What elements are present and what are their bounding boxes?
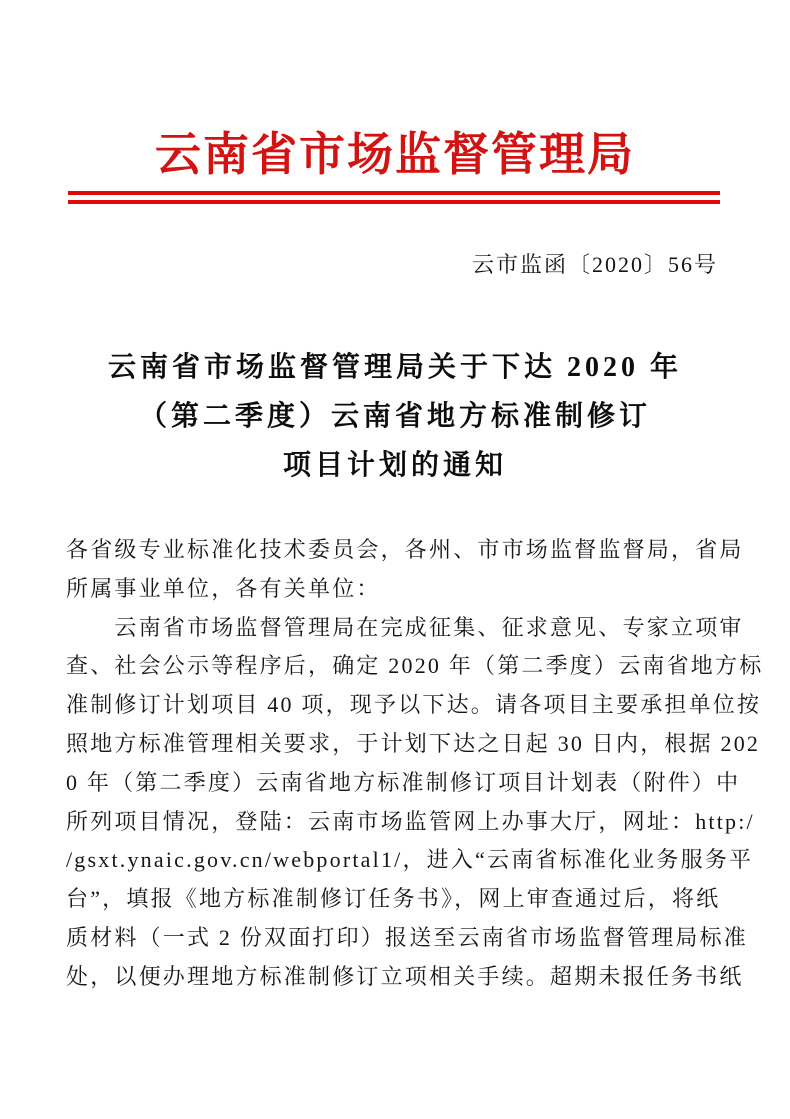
body-line: 0 年（第二季度）云南省地方标准制修订项目计划表（附件）中	[66, 769, 741, 795]
red-double-rule	[68, 191, 720, 204]
body-line: 质材料（一式 2 份双面打印）报送至云南省市场监督管理局标准	[66, 924, 749, 950]
body-line: 处，以便办理地方标准制修订立项相关手续。超期未报任务书纸	[66, 963, 744, 989]
body-line: 所列项目情况，登陆：云南市场监管网上办事大厅，网址：http:/	[66, 808, 755, 834]
body-line: 各省级专业标准化技术委员会，各州、市市场监督监督局，省局	[66, 537, 744, 562]
body-line: 云南省市场监督管理局在完成征集、征求意见、专家立项审	[114, 614, 744, 640]
notice-title-line-3: 项目计划的通知	[282, 450, 507, 481]
body-line: 查、社会公示等程序后，确定 2020 年（第二季度）云南省地方标	[66, 653, 764, 679]
document-number: 云市监函〔2020〕56号	[471, 252, 718, 277]
body-line: 台”，填报《地方标准制修订任务书》，网上审查通过后，将纸	[66, 886, 721, 912]
agency-letterhead-title: 云南省市场监督管理局	[155, 129, 635, 180]
body-line: 照地方标准管理相关要求，于计划下达之日起 30 日内，根据 202	[66, 730, 761, 756]
notice-title	[0, 343, 790, 490]
body-line: /gsxt.ynaic.gov.cn/webportal1/，进入“云南省标准化业务服务平	[66, 847, 754, 873]
body-line: 准制修订计划项目 40 项，现予以下达。请各项目主要承担单位按	[66, 692, 762, 718]
body-line: 所属事业单位，各有关单位：	[66, 575, 381, 601]
notice-body	[66, 531, 764, 997]
notice-title-line-1: 云南省市场监督管理局关于下达 2020 年	[107, 352, 682, 383]
notice-title-line-2: （第二季度）云南省地方标准制修订	[138, 401, 651, 432]
